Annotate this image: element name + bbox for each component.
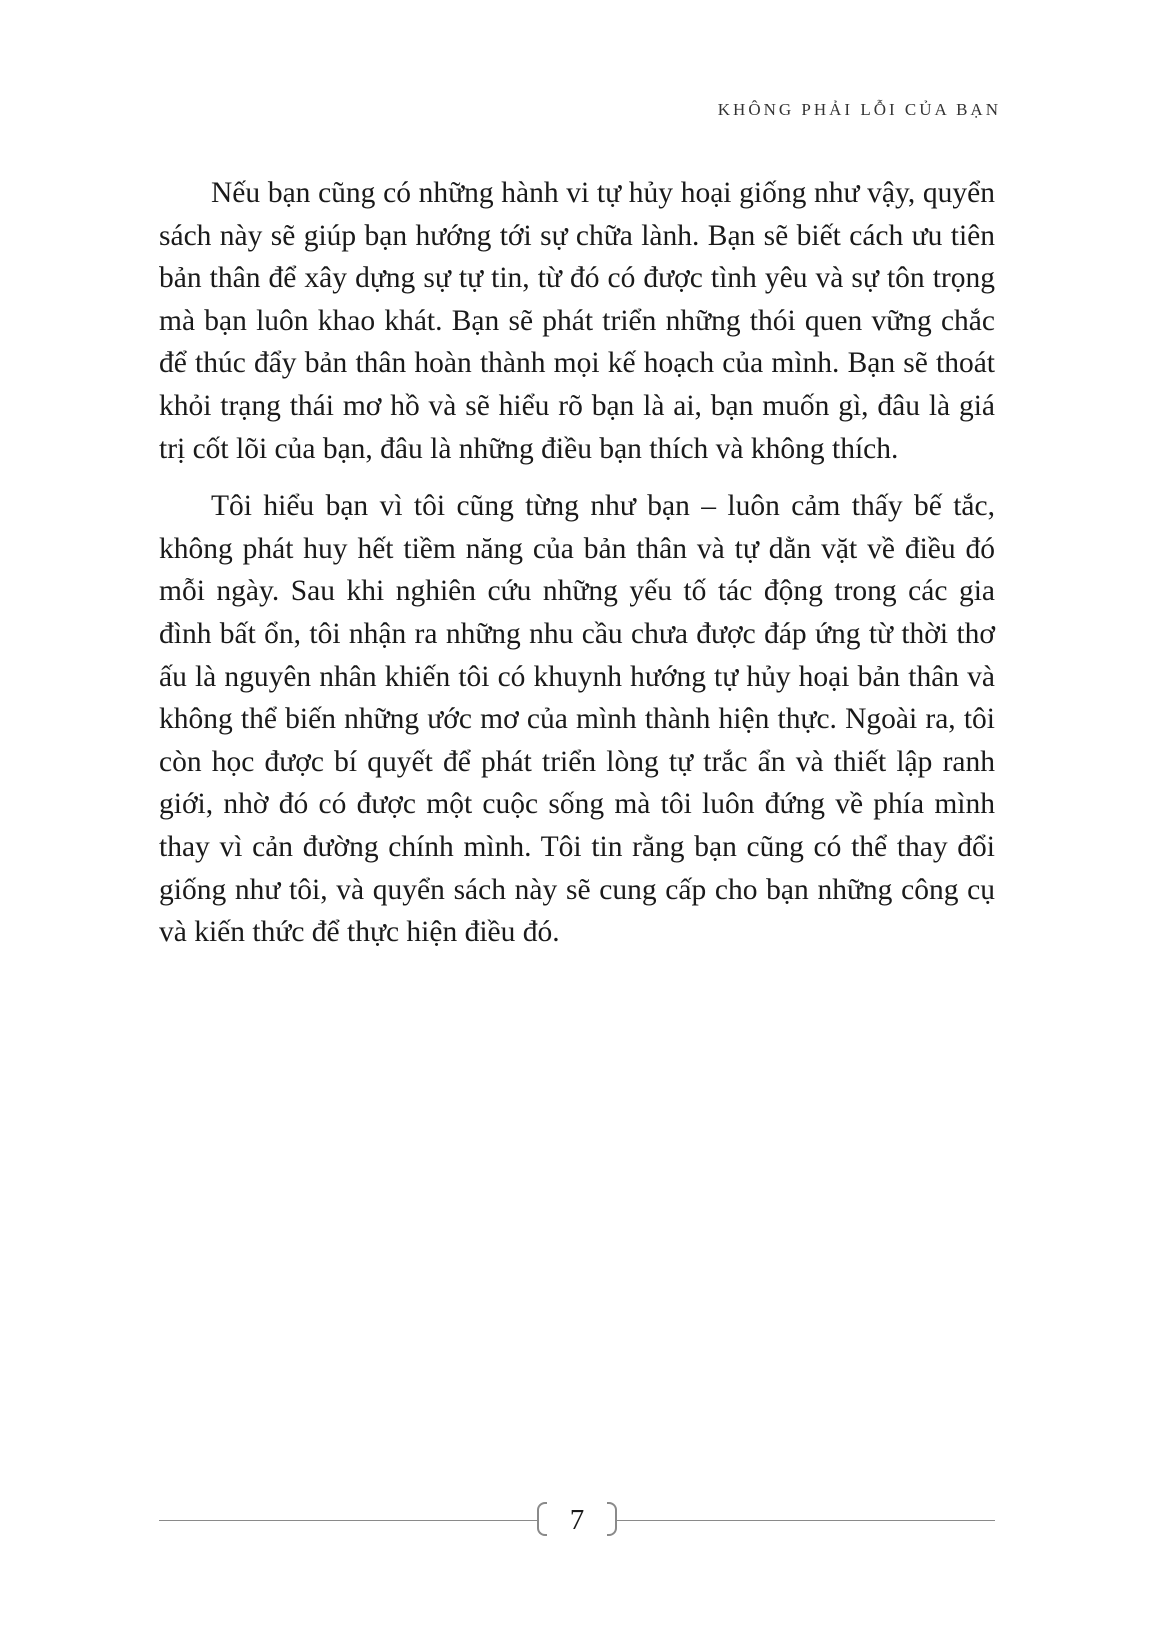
- paragraph-1: Nếu bạn cũng có những hành vi tự hủy hoại giống như vậy, quyển sách này sẽ giúp bạn hướng tới sự chữa lành. Bạn sẽ biết cách ưu tiên bản thân để xây dựng sự tự tin, từ đó có được tình yêu và sự tôn trọng mà bạn luôn khao khát. Bạn sẽ phát triển những thói quen vững chắc để thúc đẩy bản thân hoàn thành mọi kế hoạch của mình. Bạn sẽ thoát khỏi trạng thái mơ hồ và sẽ hiểu rõ bạn là ai, bạn muốn gì, đâu là giá trị cốt lõi của bạn, đâu là những điều bạn thích và không thích.: [159, 177, 995, 465]
- body-text: [159, 172, 995, 954]
- page-number: 7: [569, 1504, 585, 1536]
- folio-rule-right: [617, 1520, 995, 1521]
- paragraph-2: Tôi hiểu bạn vì tôi cũng từng như bạn – luôn cảm thấy bế tắc, không phát huy hết tiềm năng của bản thân và tự dằn vặt về điều đó mỗi ngày. Sau khi nghiên cứu những yếu tố tác động trong các gia đình bất ổn, tôi nhận ra những nhu cầu chưa được đáp ứng từ thời thơ ấu là nguyên nhân khiến tôi có khuynh hướng tự hủy hoại bản thân và không thể biến những ước mơ của mình thành hiện thực. Ngoài ra, tôi còn học được bí quyết để phát triển lòng tự trắc ẩn và thiết lập ranh giới, nhờ đó có được một cuộc sống mà tôi luôn đứng về phía mình thay vì cản đường chính mình. Tôi tin rằng bạn cũng có thể thay đổi giống như tôi, và quyển sách này sẽ cung cấp cho bạn những công cụ và kiến thức để thực hiện điều đó.: [159, 490, 995, 949]
- folio-bracket-left: [537, 1502, 547, 1536]
- folio-rule-left: [159, 1520, 537, 1521]
- page-folio: [159, 1500, 995, 1540]
- folio-bracket-right: [607, 1502, 617, 1536]
- running-header: KHÔNG PHẢI LỖI CỦA BẠN: [717, 100, 1001, 119]
